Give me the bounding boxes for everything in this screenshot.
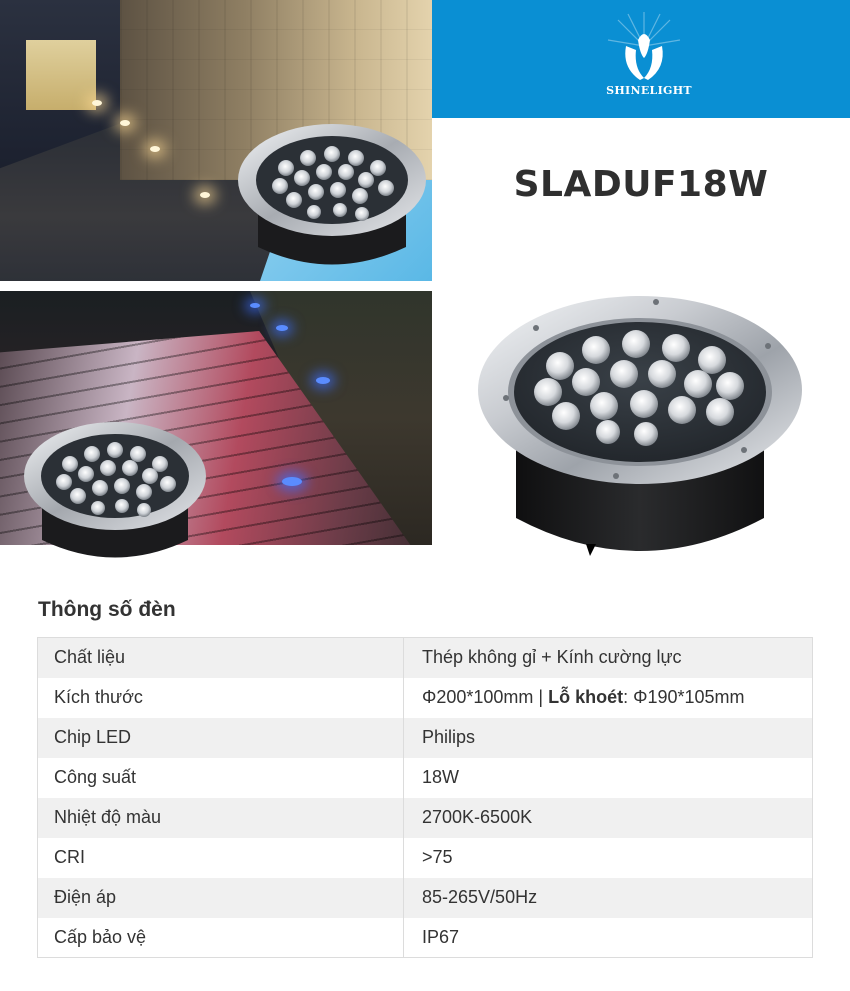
specs-title: Thông số đèn <box>38 598 176 621</box>
blue-ground-light <box>316 377 330 384</box>
spec-value: 85-265V/50Hz <box>404 878 813 918</box>
spec-label: Cấp bảo vệ <box>38 918 404 958</box>
table-row <box>38 878 813 918</box>
table-row <box>38 758 813 798</box>
table-row <box>38 798 813 838</box>
spec-label: Công suất <box>38 758 404 798</box>
spec-value: 2700K-6500K <box>404 798 813 838</box>
spec-label: Chip LED <box>38 718 404 758</box>
table-row <box>38 718 813 758</box>
lamp-image-large <box>476 294 804 562</box>
floor-light <box>120 120 130 126</box>
floor-light <box>200 192 210 198</box>
spec-label: Nhiệt độ màu <box>38 798 404 838</box>
spec-label: Điện áp <box>38 878 404 918</box>
spec-label: Kích thước <box>38 678 404 718</box>
spec-value: Philips <box>404 718 813 758</box>
spec-value: Thép không gỉ + Kính cường lực <box>404 638 813 678</box>
spec-label: CRI <box>38 838 404 878</box>
spec-value-part: Φ200*100mm | <box>422 687 549 707</box>
table-row <box>38 638 813 678</box>
table-row <box>38 838 813 878</box>
table-row <box>38 918 813 958</box>
spec-label: Chất liệu <box>38 638 404 678</box>
spec-value: IP67 <box>404 918 813 958</box>
table-row <box>38 678 813 718</box>
blue-ground-light <box>282 477 302 486</box>
spec-value <box>404 678 813 718</box>
lit-doorway <box>26 40 96 110</box>
spec-value: 18W <box>404 758 813 798</box>
floor-light <box>92 100 102 106</box>
spec-value: >75 <box>404 838 813 878</box>
floor-light <box>150 146 160 152</box>
product-code-title: SLADUF18W <box>513 164 769 205</box>
spec-value-bold: Lỗ khoét <box>548 687 624 707</box>
specs-table <box>37 637 813 958</box>
lamp-image-small-bottom <box>22 420 208 570</box>
lamp-image-small-top <box>236 122 428 272</box>
brand-name: SHINELIGHT <box>606 84 692 97</box>
blue-ground-light <box>250 303 260 308</box>
blue-ground-light <box>276 325 288 331</box>
spec-value-part: : Φ190*105mm <box>623 687 745 707</box>
